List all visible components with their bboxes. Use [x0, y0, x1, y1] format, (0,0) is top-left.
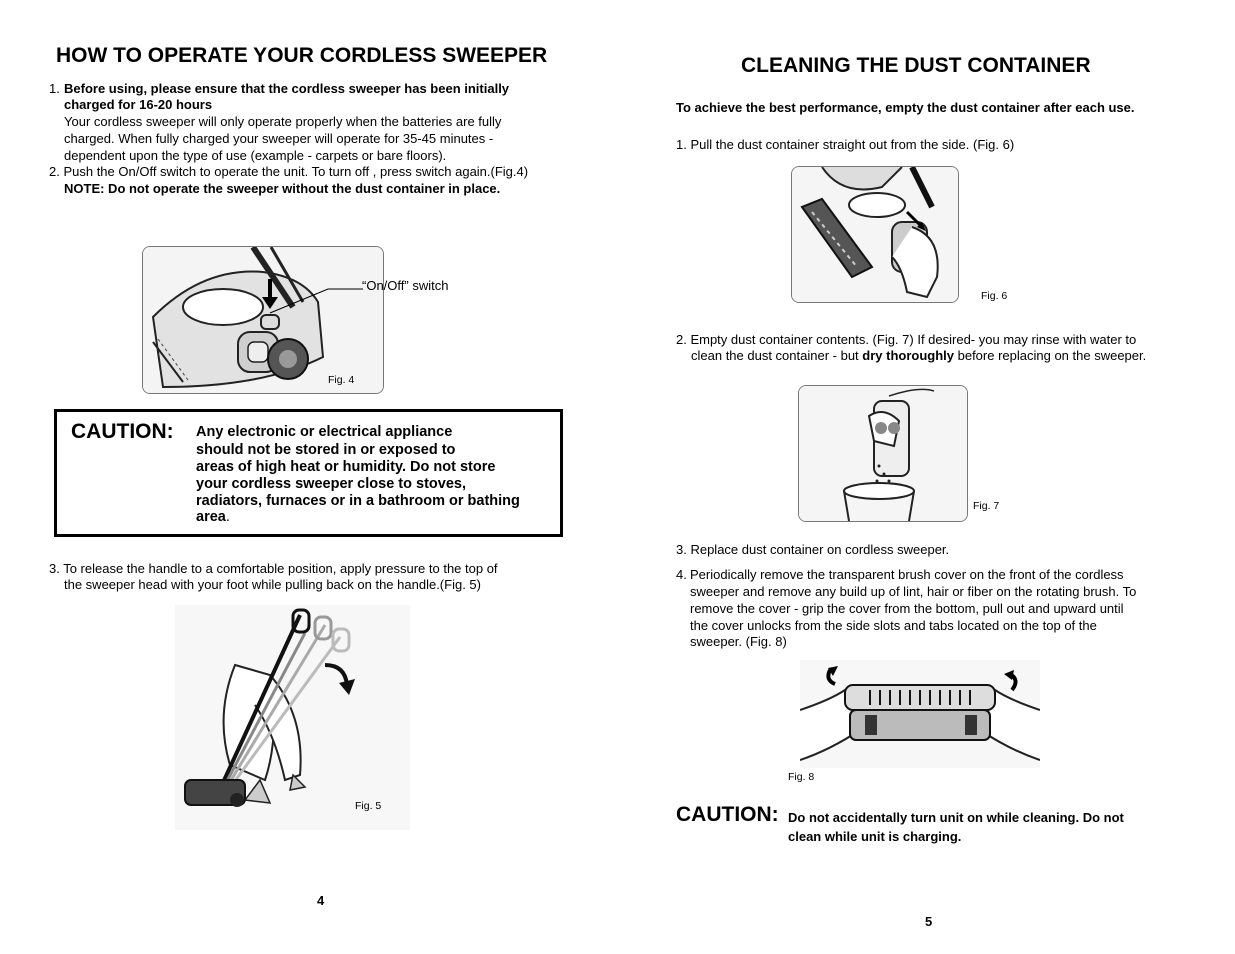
left-caution-line3: areas of high heat or humidity. Do not store	[196, 459, 496, 475]
right-caution-word: CAUTION:	[676, 803, 779, 826]
fig5-handle-recline-illustration	[175, 605, 410, 830]
switch-leader-line	[268, 287, 363, 315]
right-step2-line1: 2. Empty dust container contents. (Fig. 7) If desired- you may rinse with water to	[676, 332, 1137, 347]
left-caution-line6-text: area	[196, 509, 226, 525]
right-step4-line1: Periodically remove the transparent brush cover on the front of the cordless	[690, 567, 1124, 582]
fig7-label: Fig. 7	[973, 500, 1000, 512]
right-step4-line5: sweeper. (Fig. 8)	[690, 634, 787, 649]
fig4-label: Fig. 4	[328, 374, 355, 386]
right-step2-bold: dry thoroughly	[862, 348, 954, 363]
fig8-brush-cover-removal-illustration	[800, 660, 1040, 768]
left-caution-word: CAUTION:	[71, 420, 174, 443]
right-intro: To achieve the best performance, empty the dust container after each use.	[676, 100, 1135, 115]
left-caution-period: .	[225, 509, 230, 525]
right-page-title: CLEANING THE DUST CONTAINER	[741, 54, 1091, 77]
left-caution-line4: your cordless sweeper close to stoves,	[196, 476, 466, 492]
right-caution-line2: clean while unit is charging.	[788, 829, 962, 844]
left-step3-line1: 3. To release the handle to a comfortable position, apply pressure to the top of	[49, 561, 498, 576]
right-page-number: 5	[925, 914, 933, 929]
right-caution-line1: Do not accidentally turn unit on while cleaning. Do not	[788, 810, 1124, 825]
left-step1-bold-line2: charged for 16-20 hours	[64, 97, 213, 112]
left-page-title: HOW TO OPERATE YOUR CORDLESS SWEEPER	[56, 44, 548, 67]
left-caution-line5: radiators, furnaces or in a bathroom or bathing	[196, 493, 520, 509]
left-caution-line2: should not be stored in or exposed to	[196, 442, 456, 458]
right-step4-number: 4.	[676, 567, 687, 582]
right-step2-pre: clean the dust container - but	[691, 348, 863, 363]
right-step1: 1. Pull the dust container straight out from the side. (Fig. 6)	[676, 137, 1015, 152]
left-step1-text-line1: Your cordless sweeper will only operate properly when the batteries are fully	[64, 114, 502, 129]
left-caution-line6	[196, 509, 230, 526]
left-step1-text-line3: dependent upon the type of use (example - carpets or bare floors).	[64, 148, 447, 163]
left-step3-line2: the sweeper head with your foot while pulling back on the handle.(Fig. 5)	[64, 577, 481, 592]
left-caution-line1: Any electronic or electrical appliance	[196, 424, 453, 440]
left-step2-text: 2. Push the On/Off switch to operate the unit. To turn off , press switch again.(Fig.4)	[49, 164, 529, 179]
right-step4-line4: the cover unlocks from the side slots and tabs located on the top of the	[690, 618, 1097, 633]
right-step2-post: before replacing on the sweeper.	[954, 348, 1147, 363]
fig4-sweeper-switch-illustration	[142, 246, 384, 394]
fig6-label: Fig. 6	[981, 290, 1008, 302]
right-step3: 3. Replace dust container on cordless sweeper.	[676, 542, 950, 557]
fig5-label: Fig. 5	[355, 800, 382, 812]
right-step2-line2	[691, 348, 1146, 365]
right-step4-line3: remove the cover - grip the cover from the bottom, pull out and upward until	[690, 601, 1124, 616]
left-step1-text-line2: charged. When fully charged your sweeper will operate for 35-45 minutes -	[64, 131, 494, 146]
left-page-number: 4	[317, 893, 325, 908]
fig7-empty-container-illustration	[798, 385, 968, 522]
fig6-remove-dust-container-illustration	[791, 166, 959, 303]
fig8-label: Fig. 8	[788, 771, 815, 783]
left-step1-bold-line1: Before using, please ensure that the cordless sweeper has been initially	[64, 81, 510, 96]
left-step1-number: 1.	[49, 81, 60, 96]
left-step2-note: NOTE: Do not operate the sweeper without the dust container in place.	[64, 181, 501, 196]
right-step4-line2: sweeper and remove any build up of lint, hair or fiber on the rotating brush. To	[690, 584, 1137, 599]
on-off-switch-label: “On/Off” switch	[362, 278, 449, 293]
